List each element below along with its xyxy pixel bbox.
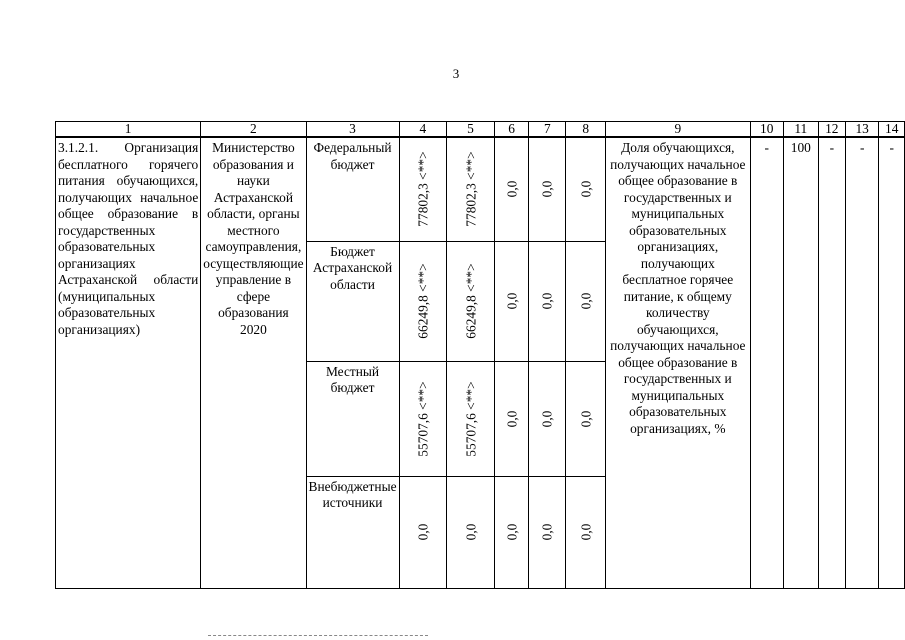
value-text: 55707,6 <**> — [415, 380, 431, 457]
col-header: 14 — [879, 122, 905, 138]
col14-cell: - — [879, 137, 905, 588]
value-text: 0,0 — [504, 180, 520, 198]
value-text: 0,0 — [415, 523, 431, 541]
col13-cell: - — [845, 137, 878, 588]
header-row — [56, 122, 905, 138]
value-cell — [399, 137, 447, 241]
col11-cell: 100 — [783, 137, 818, 588]
value-text: 0,0 — [539, 410, 555, 427]
value-cell — [447, 476, 495, 588]
value-cell — [494, 476, 528, 588]
page-number: 3 — [452, 66, 460, 81]
col-header: 6 — [494, 122, 528, 138]
value-cell — [494, 241, 528, 361]
col-header: 12 — [818, 122, 845, 138]
value-cell — [566, 241, 606, 361]
value-text: 0,0 — [539, 292, 555, 310]
value-cell — [447, 361, 495, 476]
funding-source: Бюджет Астраханской области — [306, 241, 399, 361]
col-header: 1 — [56, 122, 201, 138]
value-text: 0,0 — [504, 523, 520, 541]
col10-cell: - — [750, 137, 783, 588]
value-text: 0,0 — [578, 523, 594, 541]
col-header: 8 — [566, 122, 606, 138]
value-text: 0,0 — [578, 292, 594, 310]
value-text: 0,0 — [539, 523, 555, 541]
value-cell — [447, 241, 495, 361]
value-text: 77802,3 <**> — [463, 151, 479, 227]
value-text: 0,0 — [463, 523, 479, 541]
col-header: 5 — [447, 122, 495, 138]
value-cell — [529, 241, 566, 361]
program-table — [55, 121, 905, 589]
funding-source: Местный бюджет — [306, 361, 399, 476]
col-header: 11 — [783, 122, 818, 138]
value-cell — [566, 476, 606, 588]
value-text: 66249,8 <**> — [415, 263, 431, 339]
value-cell — [566, 361, 606, 476]
indicator-cell: Доля обучающихся, получающих начальное общее образование в государственных и муниципальных образовательных организациях, получающих бесплатное горячее питание, к общему количеству обучающихся, получающих начальное общее образование в государственных и муниципальных образовательных организациях, % — [606, 137, 750, 588]
value-cell — [494, 361, 528, 476]
value-text: 55707,6 <**> — [463, 380, 479, 457]
value-cell — [566, 137, 606, 241]
value-cell — [447, 137, 495, 241]
value-cell — [529, 476, 566, 588]
value-text: 66249,8 <**> — [463, 263, 479, 339]
col-header: 13 — [845, 122, 878, 138]
value-cell — [399, 361, 447, 476]
col-header: 3 — [306, 122, 399, 138]
col-header: 4 — [399, 122, 447, 138]
executor-cell: Министерство образования и науки Астраханской области, органы местного самоуправления, осуществляющие управление в сфере образования 2020 — [201, 137, 306, 588]
col-header: 10 — [750, 122, 783, 138]
value-text: 0,0 — [539, 180, 555, 198]
col-header: 9 — [606, 122, 750, 138]
value-text: 0,0 — [504, 410, 520, 427]
value-cell — [399, 241, 447, 361]
value-text: 0,0 — [578, 180, 594, 198]
col-header: 7 — [529, 122, 566, 138]
value-cell — [399, 476, 447, 588]
value-text: 77802,3 <**> — [415, 151, 431, 227]
value-text: 0,0 — [504, 292, 520, 310]
value-text: 0,0 — [578, 410, 594, 427]
value-cell — [494, 137, 528, 241]
funding-source: Федеральный бюджет — [306, 137, 399, 241]
table-row — [56, 137, 905, 241]
value-cell — [529, 361, 566, 476]
bottom-rule — [208, 635, 428, 636]
col-header: 2 — [201, 122, 306, 138]
funding-source: Внебюджетные источники — [306, 476, 399, 588]
col12-cell: - — [818, 137, 845, 588]
value-cell — [529, 137, 566, 241]
measure-cell: 3.1.2.1. Организация бесплатного горячего питания обучающихся, получающих начальное общее образование в государственных образовательных организациях Астраханской области (муниципальных образовательных организациях) — [56, 137, 201, 588]
